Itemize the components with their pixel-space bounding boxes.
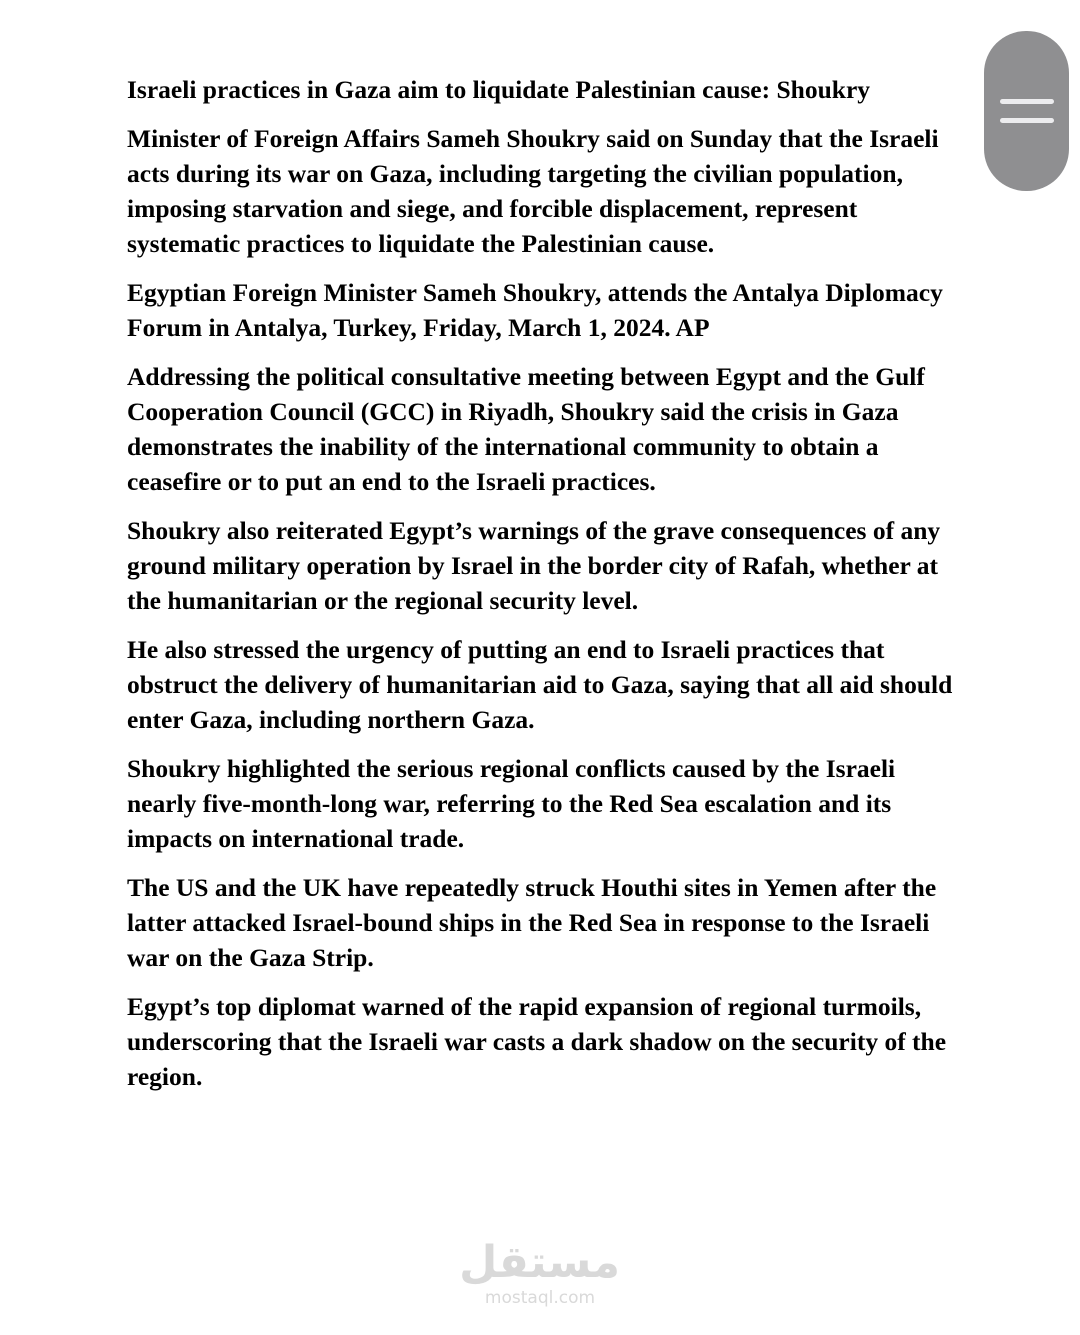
watermark-url: mostaql.com	[484, 1288, 596, 1308]
paragraph-7: The US and the UK have repeatedly struck Houthi sites in Yemen after the latter attacked Israel-bound ships in the Red Sea in response to the Israeli war on the Gaza Strip.	[127, 873, 937, 972]
menu-button[interactable]	[984, 31, 1069, 191]
paragraph-5: He also stressed the urgency of putting an end to Israeli practices that obstruct the delivery of humanitarian aid to Gaza, saying that all aid should enter Gaza, including northern Gaza.	[127, 635, 953, 734]
watermark-logo: مستقل	[459, 1237, 620, 1288]
paragraph-1: Minister of Foreign Affairs Sameh Shoukry said on Sunday that the Israeli acts during its war on Gaza, including targeting the civilian population, imposing starvation and siege, and forcible displacement, represent systematic practices to liquidate the Palestinian cause.	[127, 124, 939, 258]
paragraph-6: Shoukry highlighted the serious regional conflicts caused by the Israeli nearly five-month-long war, referring to the Red Sea escalation and its impacts on international trade.	[127, 754, 896, 853]
photo-caption: Egyptian Foreign Minister Sameh Shoukry, attends the Antalya Diplomacy Forum in Antalya, Turkey, Friday, March 1, 2024. AP	[127, 278, 943, 342]
watermark	[460, 1238, 620, 1308]
paragraph-8: Egypt’s top diplomat warned of the rapid expansion of regional turmoils, underscoring that the Israeli war casts a dark shadow on the security of the region.	[127, 992, 947, 1091]
hamburger-menu-icon	[1000, 99, 1054, 104]
paragraph-3: Addressing the political consultative meeting between Egypt and the Gulf Cooperation Council (GCC) in Riyadh, Shoukry said the crisis in Gaza demonstrates the inability of the international community to obtain a ceasefire or to put an end to the Israeli practices.	[127, 362, 925, 496]
hamburger-menu-icon-bar	[1000, 118, 1054, 123]
paragraph-4: Shoukry also reiterated Egypt’s warnings of the grave consequences of any ground military operation by Israel in the border city of Rafah, whether at the humanitarian or the regional security level.	[127, 516, 941, 615]
article	[127, 72, 967, 1108]
article-title: Israeli practices in Gaza aim to liquidate Palestinian cause: Shoukry	[127, 75, 871, 104]
